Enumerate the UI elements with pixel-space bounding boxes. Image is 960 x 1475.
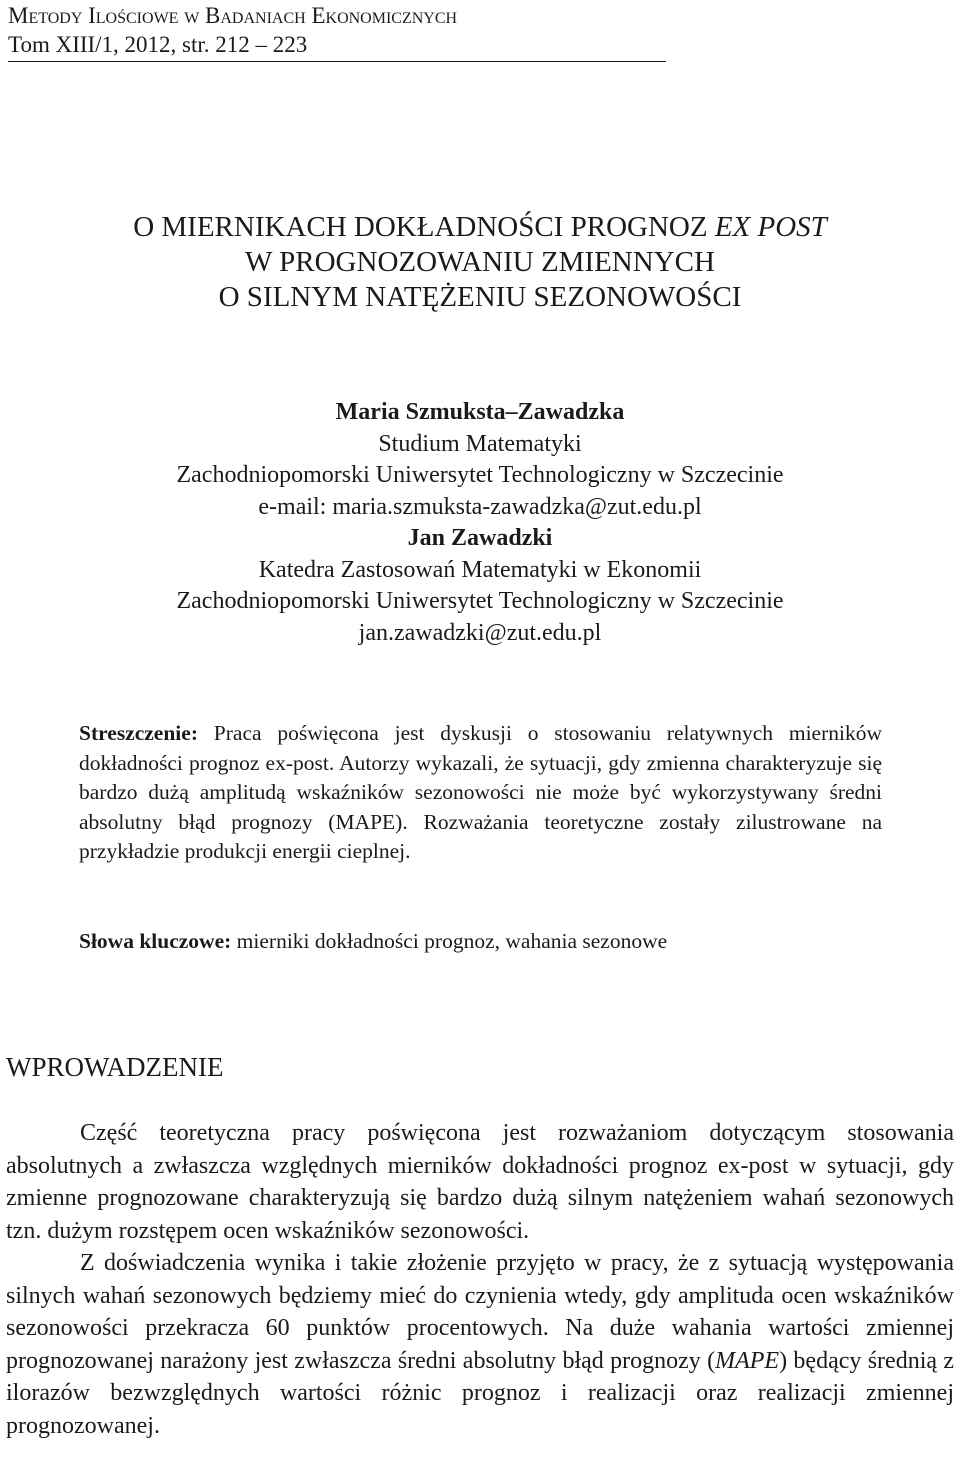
title-line-2: W PROGNOZOWANIU ZMIENNYCH — [245, 246, 715, 278]
journal-header — [8, 2, 666, 60]
keywords — [79, 927, 882, 957]
header-rule — [8, 61, 666, 62]
abstract-text: Praca poświęcona jest dyskusji o stosowaniu relatywnych mierników dokładności prognoz ex-post. Autorzy wykazali, że sytuacji, gdy zmienna charakteryzuje się bardzo dużą amplitudą wskaźników sezonowości nie może być wykorzystywany średni absolutny błąd prognozy (MAPE). Rozważania teoretyczne zostały zilustrowane na przykładzie produkcji energii cieplnej. — [79, 721, 882, 863]
author-1-unit: Studium Matematyki — [378, 430, 582, 457]
abstract-label: Streszczenie: — [79, 721, 198, 745]
title-line-1 — [0, 210, 960, 245]
title-italic-text: EX POST — [714, 211, 827, 243]
author-block — [0, 397, 960, 649]
title-line-3: O SILNYM NATĘŻENIU SEZONOWOŚCI — [218, 281, 742, 313]
author-2-email[interactable]: jan.zawadzki@zut.edu.pl — [358, 619, 602, 646]
keywords-text: mierniki dokładności prognoz, wahania sezonowe — [236, 929, 668, 953]
keywords-label: Słowa kluczowe: — [79, 929, 232, 953]
abstract — [79, 719, 882, 867]
paragraph-1: Część teoretyczna pracy poświęcona jest rozważaniom dotyczącym stosowania absolutnych a zwłaszcza względnych mierników dokładności prognoz ex-post w sytuacji, gdy zmienne prognozowane charakteryzują się bardzo dużą silnym natężeniem wahań sezonowych tzn. dużym rozstępem ocen wskaźników sezonowości. — [6, 1120, 954, 1244]
body-text — [6, 1117, 954, 1442]
paragraph-2 — [6, 1247, 954, 1442]
paragraph-2-italic-term: MAPE — [715, 1347, 780, 1374]
author-2-university: Zachodniopomorski Uniwersytet Technologiczny w Szczecinie — [176, 588, 784, 614]
author-1-name: Maria Szmuksta–Zawadzka — [335, 399, 625, 425]
paper-title — [0, 210, 960, 315]
section-heading: WPROWADZENIE — [6, 1052, 224, 1082]
author-1-email[interactable]: e-mail: maria.szmuksta-zawadzka@zut.edu.pl — [258, 493, 702, 520]
journal-volume-pages: Tom XIII/1, 2012, str. 212 – 223 — [8, 32, 308, 57]
journal-name: Metody Ilościowe w Badaniach Ekonomicznych — [8, 3, 458, 28]
title-line-1-text: O MIERNIKACH DOKŁADNOŚCI PROGNOZ — [133, 211, 715, 243]
author-2-name: Jan Zawadzki — [407, 525, 553, 551]
author-2-unit: Katedra Zastosowań Matematyki w Ekonomii — [258, 556, 702, 583]
paragraph-2-text-end: ) będący średnią z ilorazów bezwzględnych wartości różnic prognoz i realizacji oraz realizacji zmiennej prognozowanej. — [6, 1347, 955, 1439]
paragraph-2-text-start: Z doświadczenia wynika i takie złożenie przyjęto w pracy, że z sytuacją występowania silnych wahań sezonowych będziemy mieć do czynienia wtedy, gdy amplituda ocen wskaźników sezonowości przekracza 60 punktów procentowych. Na duże wahania wartości zmiennej prognozowanej narażony jest zwłaszcza średni absolutny błąd prognozy ( — [6, 1250, 954, 1374]
author-1-university: Zachodniopomorski Uniwersytet Technologiczny w Szczecinie — [176, 462, 784, 488]
